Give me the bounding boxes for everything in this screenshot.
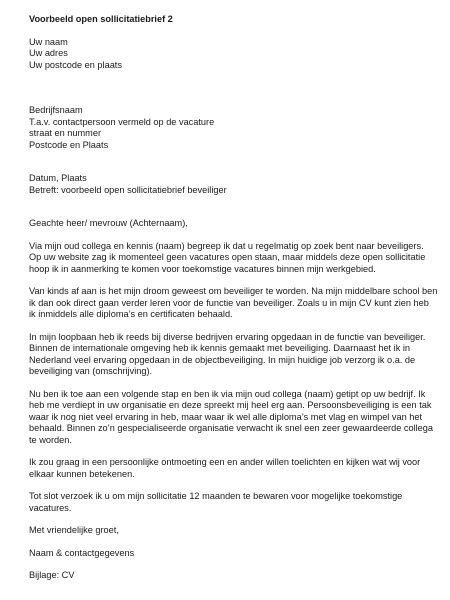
recipient-contact-line: T.a.v. contactpersoon vermeld op de vacature xyxy=(29,116,215,127)
sender-postcode-line: Uw postcode en plaats xyxy=(29,59,122,70)
body-paragraph-3: In mijn loopbaan heb ik reeds bij diverse bedrijven ervaring opgedaan in de functie van beveiliger. Binnen de internationale omgeving heb ik kennis gemaakt met beveiliging. Daarnaast het ik in Nederland veel ervaring opgedaan in de objectbeveiliging. In mijn huidige job verzorg ik o.a. de beveiliging van (omschrijving). xyxy=(29,331,426,376)
document-title: Voorbeeld open sollicitatiebrief 2 xyxy=(29,14,173,24)
body-paragraph-2: Van kinds af aan is het mijn droom geweest om beveiliger te worden. Na mijn middelbare school ben ik dan ook direct gaan verder leren voor de functie van beveiliger. Zoals u in mijn CV kunt zien heb ik inmiddels alle diploma’s en certificaten behaald. xyxy=(29,286,438,319)
sender-name-line: Uw naam xyxy=(29,36,68,47)
recipient-address-block xyxy=(29,105,438,151)
body-paragraph-4: Nu ben ik toe aan een volgende stap en ben ik via mijn oud collega (naam) getipt op uw bedrijf. Ik heb me verdiept in uw organisatie en deze spreekt mij heel erg aan. Persoonsbeveiliging is een tak waar ik nog niet veel ervaring in heb, maar waar ik wel alle diploma’s met vlag en wimpel van het behaald. Binnen zo’n gespecialiseerde organisatie verwacht ik snel een zeer gewaardeerde collega te worden. xyxy=(29,388,433,445)
recipient-street-line: straat en nummer xyxy=(29,128,101,138)
recipient-company-line: Bedrijfsnaam xyxy=(29,105,83,115)
date-subject-block xyxy=(29,173,438,196)
sender-address-block xyxy=(29,37,438,72)
signature-line: Naam & contactgegevens xyxy=(29,547,135,558)
date-line: Datum, Plaats xyxy=(29,173,87,183)
attachment-line: Bijlage: CV xyxy=(29,570,75,580)
sender-address-line: Uw adres xyxy=(29,48,68,58)
closing-line: Met vriendelijke groet, xyxy=(29,525,119,535)
subject-line: Betreft: voorbeeld open sollicitatiebrief beveiliger xyxy=(29,184,227,195)
recipient-postcode-line: Postcode en Plaats xyxy=(29,139,109,150)
body-paragraph-1: Via mijn oud collega en kennis (naam) begreep ik dat u regelmatig op zoek bent naar beveiligers. Op uw website zag ik momenteel geen vacatures open staan, maar middels deze open sollicitatie hoop ik in aanmerking te komen voor toekomstige vacatures binnen mijn werkgebied. xyxy=(29,240,426,274)
body-paragraph-6: Tot slot verzoek ik u om mijn sollicitatie 12 maanden te bewaren voor mogelijke toekomstige vacatures. xyxy=(29,491,403,513)
body-paragraph-5: Ik zou graag in een persoonlijke ontmoeting een en ander willen toelichten en kijken wat wij voor elkaar kunnen betekenen. xyxy=(29,457,421,479)
salutation: Geachte heer/ mevrouw (Achternaam), xyxy=(29,218,188,228)
